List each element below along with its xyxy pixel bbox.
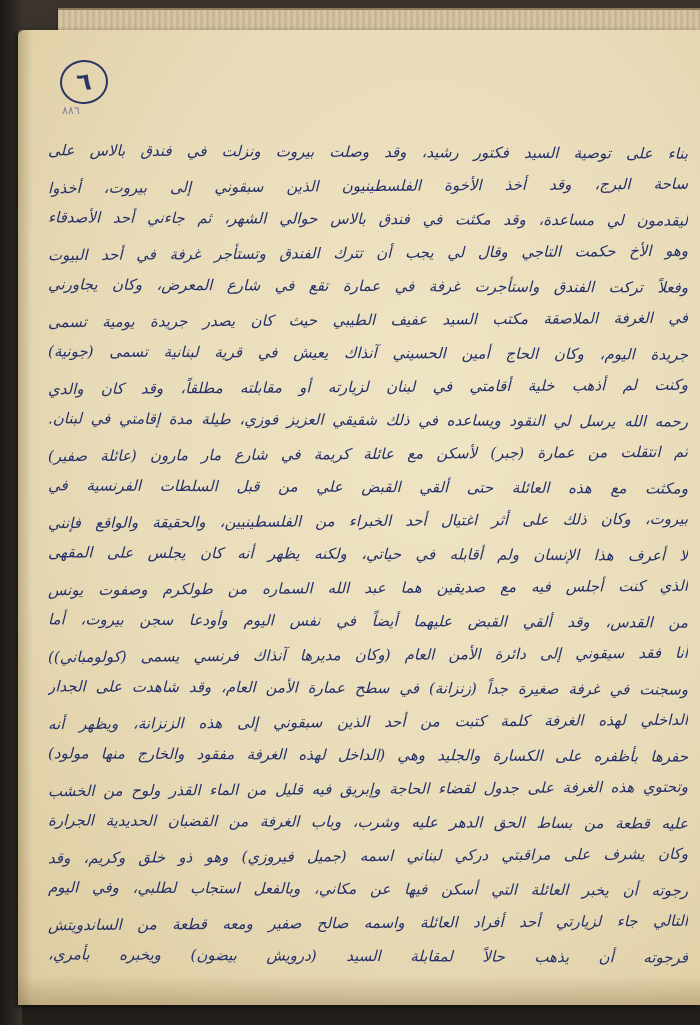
text-line: الذي كنت أجلس فيه مع صديقين هما عبد الله السماره من طولكرم وصفوت يونس bbox=[47, 576, 689, 599]
text-line: وكنت لم أذهب خلية أقامتي في لبنان لزيارته أو مقابلته مطلقاً، وقد كان والدي bbox=[47, 375, 689, 398]
text-line: رجوته أن يخبر العائلة التي أسكن فيها عن مكاني، وبالفعل استجاب لطلبي، وفي اليوم bbox=[47, 878, 689, 900]
text-line: وفعلاً تركت الفندق واستأجرت غرفة في عمارة تقع في شارع المعرض، وكان يجاورني bbox=[47, 275, 689, 297]
text-line: فرجوته أن يذهب حالاً لمقابلة السيد (درويش بيضون) ويخبره بأمري، bbox=[47, 945, 689, 967]
text-line: جريدة اليوم، وكان الحاج أمين الحسيني آنذاك يعيش في قرية لبنانية تسمى (جونية) bbox=[47, 342, 689, 364]
page-code: ٨٨٦ bbox=[62, 104, 80, 117]
notebook-page bbox=[18, 30, 700, 1005]
text-line: وهو الأخ حكمت التاجي وقال لي يجب أن تترك الفندق وتستأجر غرفة في أحد البيوت bbox=[47, 241, 689, 264]
text-line: أنا فقد سيقوني إلى دائرة الأمن العام (وكان مديرها آنذاك فرنسي يسمى (كولومباني)) bbox=[47, 643, 689, 666]
text-line: عليه قطعة من بساط الحق الدهر عليه وشرب، وباب الغرفة من القضبان الحديدية الجرارة bbox=[47, 811, 689, 833]
text-line: رحمه الله يرسل لي النقود ويساعده في ذلك شقيقي العزيز فوزي، طيلة مدة إقامتي في لبنان. bbox=[47, 409, 689, 431]
text-line: لا أعرف هذا الإنسان ولم أقابله في حياتي، ولكنه يظهر أنه كان يجلس على المقهى bbox=[47, 543, 689, 565]
text-line: من القدس، وقد ألقي القبض عليهما أيضاً في نفس اليوم وأودعا سجن بيروت، أما bbox=[47, 610, 689, 632]
text-line: ليقدمون لي مساعدة، وقد مكثت في فندق بالاس حوالي الشهر، ثم جاءني أحد الأصدقاء bbox=[47, 208, 689, 230]
text-line: التالي جاء لزيارتي أحد أفراد العائلة واسمه صالح صفير ومعه قطعة من الساندويتش bbox=[47, 911, 689, 934]
page-number-circle: ٦ bbox=[58, 58, 110, 107]
text-line: وتحتوي هذه الغرفة على جدول لقضاء الحاجة وإبريق فيه قليل من الماء القذر ولوح من الخشب bbox=[47, 777, 689, 800]
text-line: في الغرفة الملاصقة مكتب السيد عفيف الطيبي حيث كان يصدر جريدة يومية تسمى bbox=[47, 308, 689, 331]
text-line: ساحة البرج، وقد أخذ الأخوة الفلسطينيون الذين سبقوني إلى بيروت، أخذوا bbox=[47, 174, 689, 197]
text-line: بيروت، وكان ذلك على أثر اغتيال أحد الخبراء من الفلسطينيين، والحقيقة والواقع فإنني bbox=[47, 509, 689, 532]
text-line: وكان يشرف على مراقبتي دركي لبناني اسمه (جميل فيروزي) وهو ذو خلق وكريم، وقد bbox=[47, 844, 689, 867]
handwritten-text bbox=[48, 136, 688, 974]
text-line: الداخلي لهذه الغرفة كلمة كتبت من أحد الذين سبقوني إلى هذه الزنزانة، ويظهر أنه bbox=[47, 710, 689, 733]
text-line: وسجنت في غرفة صغيرة جداً (زنزانة) في سطح عمارة الأمن العام، وقد شاهدت على الجدار bbox=[47, 677, 689, 699]
text-line: بناء على توصية السيد فكتور رشيد، وقد وصلت بيروت ونزلت في فندق بالاس على bbox=[47, 141, 689, 163]
text-line: ومكثت مع هذه العائلة حتى ألقي القبض علي من قبل السلطات الفرنسية في bbox=[47, 476, 689, 498]
text-line: حفرها بأظفره على الكسارة والجليد وهي (الداخل لهذه الغرفة مفقود والخارج منها مولود) bbox=[47, 744, 689, 766]
text-line: ثم انتقلت من عمارة (جبر) لأسكن مع عائلة كريمة في شارع مار مارون (عائلة صفير) bbox=[47, 442, 689, 465]
